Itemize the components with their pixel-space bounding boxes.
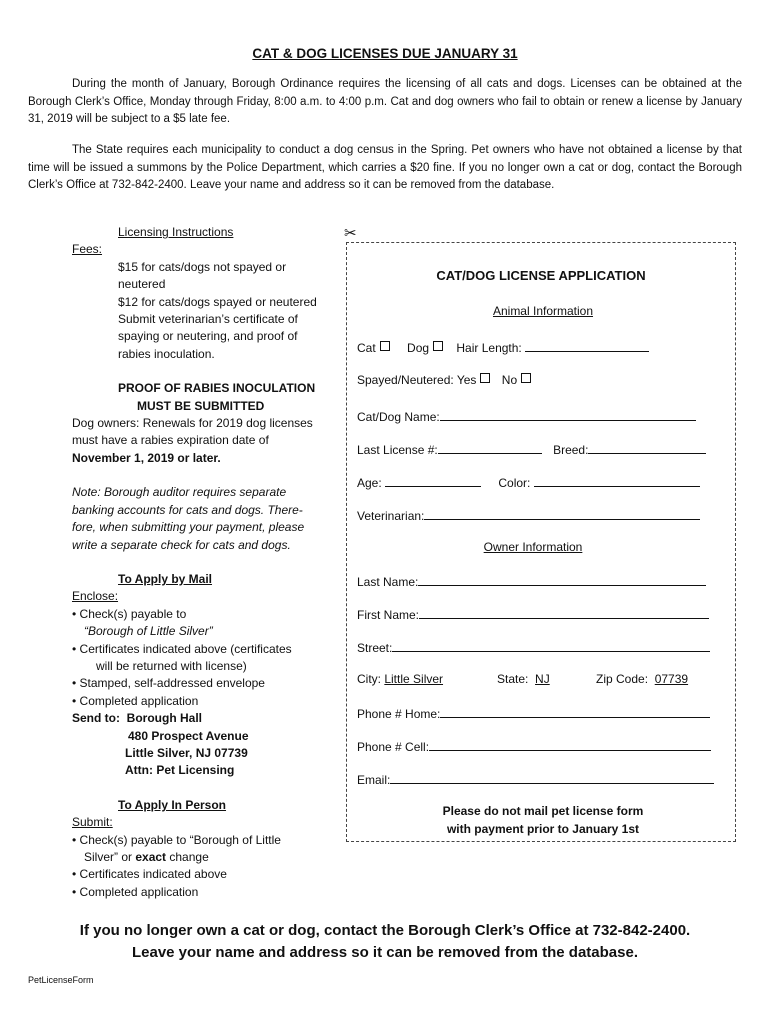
- city-value[interactable]: Little Silver: [384, 672, 444, 686]
- send-to-label: Send to:: [72, 711, 120, 726]
- auditor-note: write a separate check for cats and dogs.: [72, 537, 291, 552]
- send-to-line: Borough Hall: [126, 711, 202, 726]
- fees-label: Fees:: [72, 242, 103, 257]
- zip-label: Zip Code:: [596, 672, 649, 686]
- phone-cell-label: Phone # Cell:: [357, 740, 430, 754]
- send-to-line: Little Silver, NJ 07739: [125, 745, 248, 760]
- zip-group: [596, 672, 688, 686]
- row-type: [357, 339, 649, 355]
- row-email: [357, 771, 714, 787]
- rabies-subheading: MUST BE SUBMITTED: [137, 398, 265, 413]
- auditor-note: Note: Borough auditor requires separate: [72, 485, 287, 500]
- mail-heading: To Apply by Mail: [118, 571, 213, 586]
- hair-length-label: Hair Length:: [456, 341, 522, 355]
- row-phone-home: [357, 705, 710, 721]
- color-field[interactable]: [534, 474, 700, 487]
- mail-item: • Check(s) payable to: [72, 606, 187, 621]
- send-to-line: Attn: Pet Licensing: [125, 763, 235, 778]
- row-license: [357, 441, 706, 457]
- state-value[interactable]: NJ: [535, 672, 550, 686]
- last-name-field[interactable]: [418, 573, 706, 586]
- footer-notice: [0, 920, 770, 964]
- zip-value[interactable]: 07739: [654, 672, 689, 686]
- submit-label: Submit:: [72, 815, 113, 830]
- fee-line: spaying or neutering, and proof of: [118, 329, 298, 344]
- state-label: State:: [497, 672, 529, 686]
- first-name-label: First Name:: [357, 608, 420, 622]
- row-street: [357, 639, 710, 655]
- email-field[interactable]: [390, 771, 714, 784]
- row-age: [357, 474, 700, 490]
- mail-item: • Completed application: [72, 693, 199, 708]
- fee-line: rabies inoculation.: [118, 346, 215, 361]
- dog-checkbox[interactable]: [433, 341, 443, 351]
- cat-label: Cat: [357, 341, 376, 355]
- paragraph-licensing: During the month of January, Borough Ordinance requires the licensing of all cats and dogs. Licenses can be obtained at the Borough Clerk’s Office, Monday through Friday, 8:00 a.m. to 4:00 p.m. Cat and dog owners who fail to obtain or renew a license by January 31, 2019 will be subject to a $5 late fee.: [28, 78, 742, 125]
- fee-line: $15 for cats/dogs not spayed or: [118, 259, 287, 274]
- person-item: • Completed application: [72, 884, 199, 899]
- form-code: PetLicenseForm: [28, 975, 94, 985]
- send-to-line: 480 Prospect Avenue: [128, 728, 249, 743]
- cat-checkbox[interactable]: [380, 341, 390, 351]
- last-name-label: Last Name:: [357, 575, 419, 589]
- fee-line: neutered: [118, 277, 166, 292]
- spayed-no-checkbox[interactable]: [521, 373, 531, 383]
- spayed-no-label: No: [501, 373, 518, 387]
- last-license-field[interactable]: [438, 441, 542, 454]
- mail-item: • Stamped, self-addressed envelope: [72, 676, 265, 691]
- street-label: Street:: [357, 641, 393, 655]
- row-spayed: [357, 373, 531, 387]
- animal-info-heading: Animal Information: [492, 304, 594, 318]
- auditor-note: fore, when submitting your payment, please: [72, 520, 305, 535]
- footer-line: Leave your name and address so it can be removed from the database.: [131, 944, 638, 961]
- licensing-instructions: [72, 224, 340, 901]
- mail-notice-line: Please do not mail pet license form: [442, 804, 644, 818]
- rabies-heading: PROOF OF RABIES INOCULATION: [118, 381, 316, 396]
- mail-notice-line: with payment prior to January 1st: [446, 821, 640, 836]
- rabies-text: must have a rabies expiration date of: [72, 433, 269, 448]
- veterinarian-label: Veterinarian:: [357, 509, 425, 523]
- mail-notice: [346, 803, 740, 838]
- person-item: • Certificates indicated above: [72, 867, 227, 882]
- row-last-name: [357, 573, 706, 589]
- enclose-label: Enclose:: [72, 589, 119, 604]
- first-name-field[interactable]: [419, 606, 709, 619]
- age-label: Age:: [357, 476, 382, 490]
- intro-paragraph: [28, 76, 742, 129]
- mail-item: will be returned with license): [96, 658, 247, 673]
- state-group: [497, 672, 550, 686]
- color-label: Color:: [498, 476, 531, 490]
- person-heading: To Apply In Person: [118, 797, 227, 812]
- auditor-note: banking accounts for cats and dogs. There-: [72, 502, 303, 517]
- footer-line: If you no longer own a cat or dog, contact the Borough Clerk’s Office at 732-842-2400.: [79, 922, 691, 939]
- row-phone-cell: [357, 738, 711, 754]
- age-field[interactable]: [385, 474, 481, 487]
- row-vet: [357, 507, 700, 523]
- phone-home-field[interactable]: [440, 705, 710, 718]
- send-to: [72, 710, 340, 727]
- census-paragraph: [28, 142, 742, 195]
- row-first-name: [357, 606, 709, 622]
- pet-name-label: Cat/Dog Name:: [357, 410, 440, 424]
- fee-line: Submit veterinarian’s certificate of: [118, 312, 298, 327]
- street-field[interactable]: [392, 639, 710, 652]
- form-title: CAT/DOG LICENSE APPLICATION: [436, 268, 646, 283]
- scissors-icon: ✂: [344, 226, 357, 242]
- dog-label: Dog: [407, 341, 430, 355]
- mail-item: “Borough of Little Silver”: [84, 624, 213, 639]
- paragraph-census: The State requires each municipality to conduct a dog census in the Spring. Pet owners who have not obtained a license by that time will be issued a summons by the Police Department, which carries a $20 fine. If you no longer own a cat or dog, contact the Borough Clerk’s Office at 732-842-2400. Leave your name and address so it can be removed from the database.: [28, 144, 742, 191]
- instructions-heading: Licensing Instructions: [118, 225, 234, 239]
- phone-home-label: Phone # Home:: [357, 707, 441, 721]
- person-item: Silver” or exact change: [84, 850, 209, 864]
- owner-info-heading: Owner Information: [483, 540, 583, 554]
- rabies-text: Dog owners: Renewals for 2019 dog licenses: [72, 416, 313, 431]
- rabies-date: November 1, 2019 or later.: [72, 450, 221, 465]
- breed-label: Breed:: [553, 443, 589, 457]
- spayed-yes-checkbox[interactable]: [480, 373, 490, 383]
- last-license-label: Last License #:: [357, 443, 438, 457]
- row-pet-name: [357, 408, 696, 424]
- email-label: Email:: [357, 773, 391, 787]
- phone-cell-field[interactable]: [429, 738, 711, 751]
- hair-length-field[interactable]: [525, 339, 649, 352]
- mail-item: • Certificates indicated above (certificates: [72, 641, 292, 656]
- breed-field[interactable]: [588, 441, 706, 454]
- row-city: [357, 672, 443, 686]
- fee-line: $12 for cats/dogs spayed or neutered: [118, 294, 317, 309]
- spayed-yes-label: Spayed/Neutered: Yes: [357, 373, 477, 387]
- pet-name-field[interactable]: [440, 408, 696, 421]
- page-title: CAT & DOG LICENSES DUE JANUARY 31: [252, 46, 518, 61]
- city-label: City:: [357, 672, 381, 686]
- veterinarian-field[interactable]: [424, 507, 700, 520]
- person-item: • Check(s) payable to “Borough of Little: [72, 832, 281, 847]
